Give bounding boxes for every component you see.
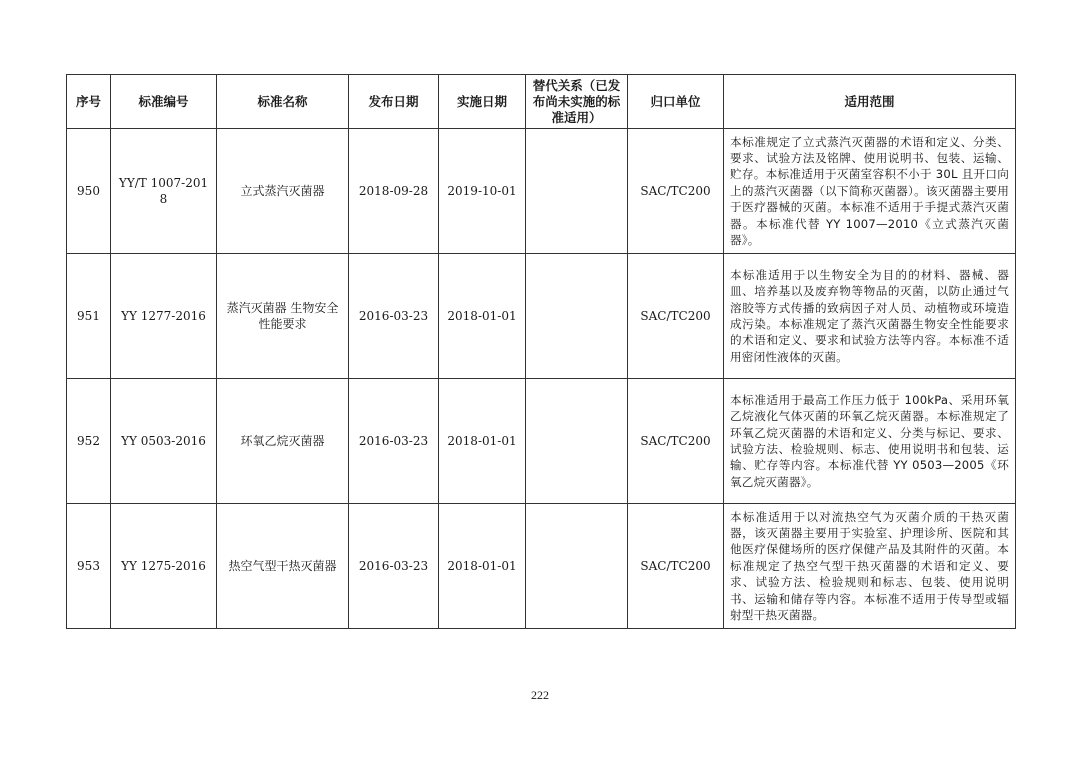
table-row	[67, 129, 1016, 254]
cell-impl-date: 2018-01-01	[439, 504, 526, 629]
cell-unit: SAC/TC200	[628, 504, 724, 629]
cell-replace	[526, 129, 628, 254]
header-seq: 序号	[67, 75, 111, 129]
table-row	[67, 504, 1016, 629]
cell-unit: SAC/TC200	[628, 129, 724, 254]
header-scope: 适用范围	[724, 75, 1016, 129]
cell-scope: 本标准规定了立式蒸汽灭菌器的术语和定义、分类、要求、试验方法及铭牌、使用说明书、包装、运输、贮存。本标准适用于灭菌室容积不小于 30L 且开口向上的蒸汽灭菌器（以下简称灭菌器）。该灭菌器主要用于医疗器械的灭菌。本标准不适用于手提式蒸汽灭菌器。本标准代替 YY 1007—2010《立式蒸汽灭菌器》。	[724, 129, 1016, 254]
table-row	[67, 254, 1016, 379]
cell-scope: 本标准适用于以生物安全为目的的材料、器械、器皿、培养基以及废弃物等物品的灭菌，以防止通过气溶胶等方式传播的致病因子对人员、动植物或环境造成污染。本标准规定了蒸汽灭菌器生物安全性能要求的术语和定义、要求和试验方法等内容。本标准不适用密闭性液体的灭菌。	[724, 254, 1016, 379]
cell-std-no: YY/T 1007-2018	[111, 129, 217, 254]
cell-impl-date: 2018-01-01	[439, 254, 526, 379]
header-unit: 归口单位	[628, 75, 724, 129]
cell-impl-date: 2019-10-01	[439, 129, 526, 254]
cell-scope: 本标准适用于最高工作压力低于 100kPa、采用环氧乙烷液化气体灭菌的环氧乙烷灭菌器。本标准规定了环氧乙烷灭菌器的术语和定义、分类与标记、要求、试验方法、检验规则、标志、使用说明书和包装、运输、贮存等内容。本标准代替 YY 0503—2005《环氧乙烷灭菌器》。	[724, 379, 1016, 504]
cell-pub-date: 2016-03-23	[349, 504, 439, 629]
cell-std-no: YY 1277-2016	[111, 254, 217, 379]
cell-seq: 953	[67, 504, 111, 629]
standards-table	[66, 74, 1016, 629]
cell-pub-date: 2018-09-28	[349, 129, 439, 254]
table-row	[67, 379, 1016, 504]
cell-unit: SAC/TC200	[628, 379, 724, 504]
cell-seq: 952	[67, 379, 111, 504]
page-number: 222	[531, 688, 549, 702]
header-std-no: 标准编号	[111, 75, 217, 129]
cell-pub-date: 2016-03-23	[349, 379, 439, 504]
cell-std-no: YY 1275-2016	[111, 504, 217, 629]
cell-seq: 951	[67, 254, 111, 379]
cell-replace	[526, 379, 628, 504]
header-pub-date: 发布日期	[349, 75, 439, 129]
cell-std-name: 热空气型干热灭菌器	[217, 504, 349, 629]
cell-std-name: 环氧乙烷灭菌器	[217, 379, 349, 504]
header-std-name: 标准名称	[217, 75, 349, 129]
cell-std-name: 立式蒸汽灭菌器	[217, 129, 349, 254]
cell-replace	[526, 254, 628, 379]
cell-pub-date: 2016-03-23	[349, 254, 439, 379]
cell-impl-date: 2018-01-01	[439, 379, 526, 504]
cell-seq: 950	[67, 129, 111, 254]
cell-std-name: 蒸汽灭菌器 生物安全性能要求	[217, 254, 349, 379]
header-row	[67, 75, 1016, 129]
cell-scope: 本标准适用于以对流热空气为灭菌介质的干热灭菌器，该灭菌器主要用于实验室、护理诊所、医院和其他医疗保健场所的医疗保健产品及其附件的灭菌。本标准规定了热空气型干热灭菌器的术语和定义、要求、试验方法、检验规则和标志、包装、使用说明书、运输和储存等内容。本标准不适用于传导型或辐射型干热灭菌器。	[724, 504, 1016, 629]
cell-replace	[526, 504, 628, 629]
cell-unit: SAC/TC200	[628, 254, 724, 379]
header-impl-date: 实施日期	[439, 75, 526, 129]
cell-std-no: YY 0503-2016	[111, 379, 217, 504]
header-replace: 替代关系（已发布尚未实施的标准适用）	[526, 75, 628, 129]
